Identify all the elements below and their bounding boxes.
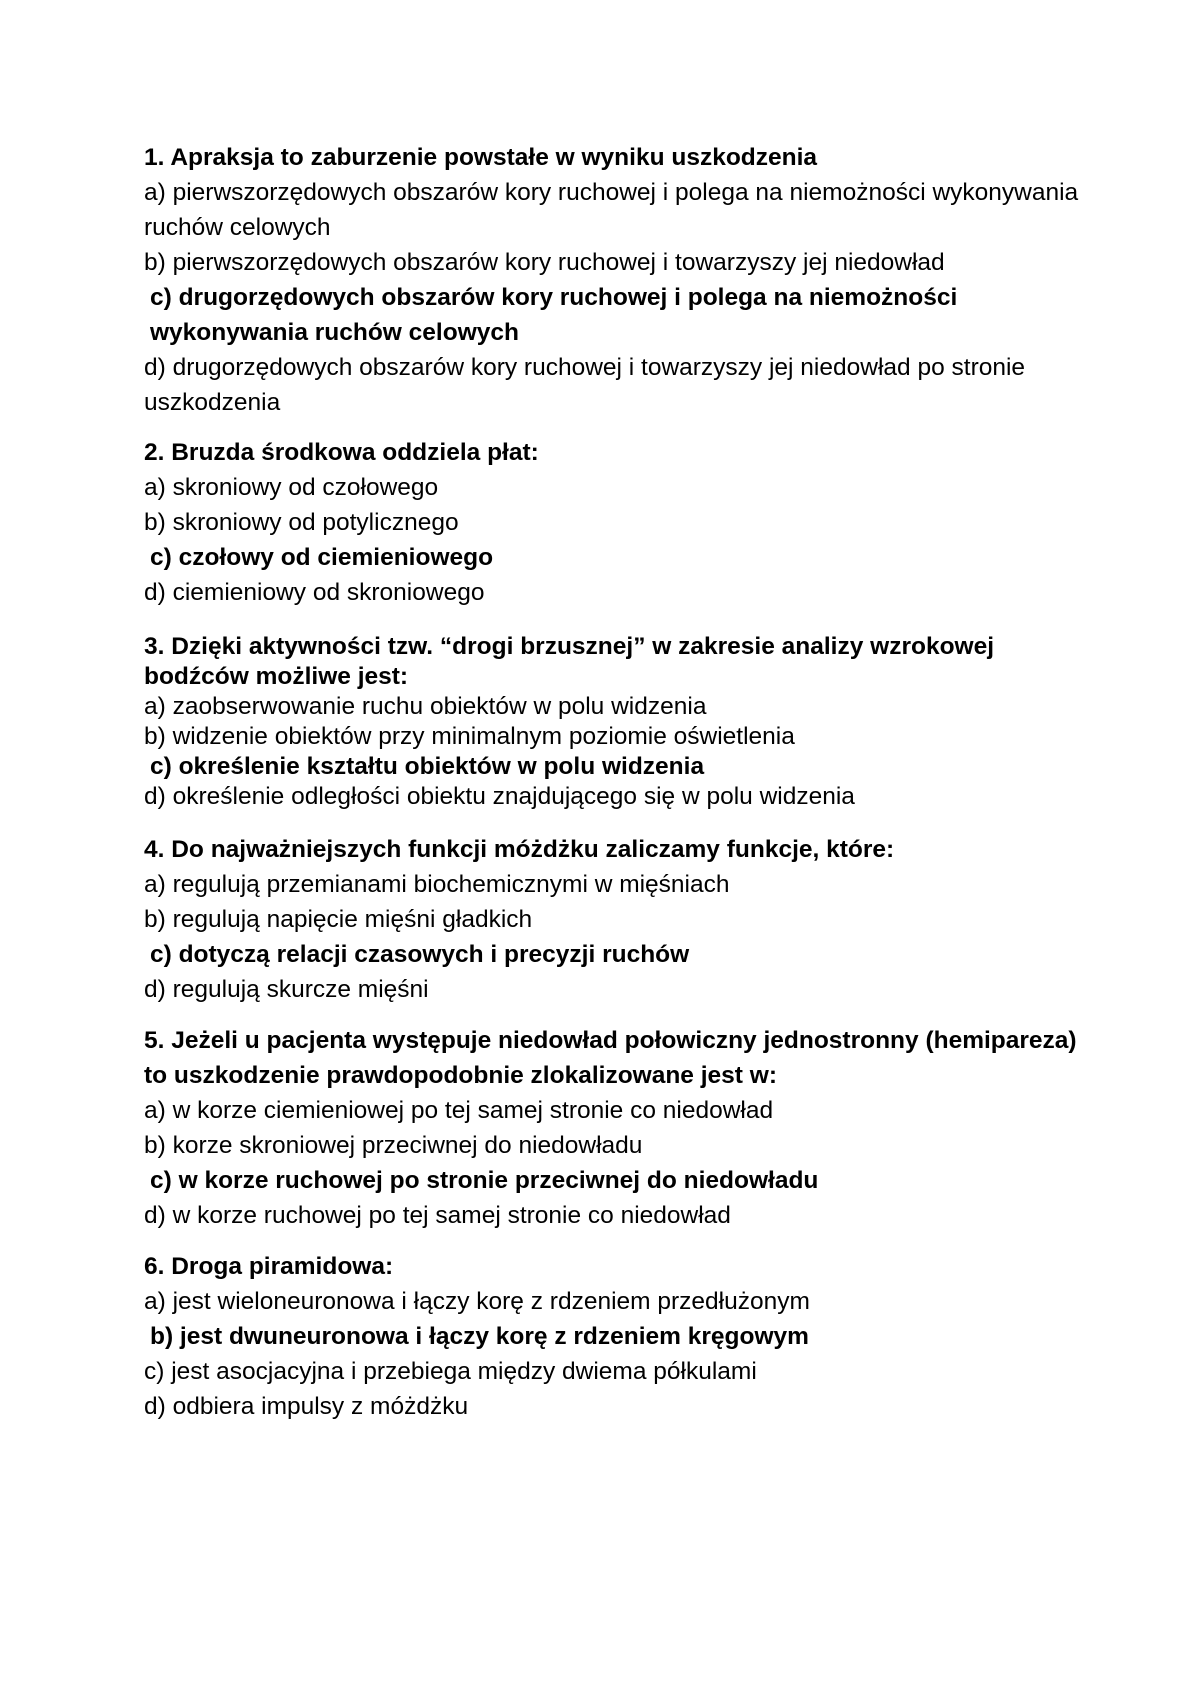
question-6 [144, 1249, 1084, 1424]
answer-a: a) jest wieloneuronowa i łączy korę z rdzeniem przedłużonym [144, 1288, 810, 1315]
answer-c: c) jest asocjacyjna i przebiega między dwiema półkulami [144, 1358, 757, 1385]
answer-a: a) regulują przemianami biochemicznymi w mięśniach [144, 871, 730, 898]
question-title: 3. Dzięki aktywności tzw. “drogi brzusznej” w zakresie analizy wzrokowej bodźców możliwe jest: [144, 633, 995, 690]
answer-c-correct: c) drugorzędowych obszarów kory ruchowej i polega na niemożności wykonywania ruchów celowych [150, 284, 958, 346]
answer-d: d) drugorzędowych obszarów kory ruchowej i towarzyszy jej niedowład po stronie uszkodzenia [144, 354, 1026, 416]
answer-b: b) korze skroniowej przeciwnej do niedowładu [144, 1132, 643, 1159]
answer-b: b) regulują napięcie mięśni gładkich [144, 906, 533, 933]
question-title: 2. Bruzda środkowa oddziela płat: [144, 439, 539, 466]
question-title: 6. Droga piramidowa: [144, 1253, 394, 1280]
answer-a: a) skroniowy od czołowego [144, 474, 439, 501]
answer-d: d) w korze ruchowej po tej samej stronie co niedowład [144, 1202, 731, 1229]
answer-d: d) określenie odległości obiektu znajdującego się w polu widzenia [144, 783, 855, 810]
question-title: 5. Jeżeli u pacjenta występuje niedowład połowiczny jednostronny (hemipareza) to uszkodzenie prawdopodobnie zlokalizowane jest w: [144, 1027, 1077, 1089]
answer-c-correct: c) określenie kształtu obiektów w polu widzenia [150, 753, 705, 780]
answer-b: b) pierwszorzędowych obszarów kory ruchowej i towarzyszy jej niedowład [144, 249, 945, 276]
question-3 [144, 632, 1084, 812]
answer-c-correct: c) dotyczą relacji czasowych i precyzji ruchów [150, 941, 690, 968]
question-2 [144, 435, 1084, 610]
question-1 [144, 140, 1084, 420]
answer-b-correct: b) jest dwuneuronowa i łączy korę z rdzeniem kręgowym [150, 1323, 809, 1350]
question-4 [144, 832, 1084, 1007]
answer-b: b) widzenie obiektów przy minimalnym poziomie oświetlenia [144, 723, 795, 750]
question-title: 1. Apraksja to zaburzenie powstałe w wyniku uszkodzenia [144, 144, 818, 171]
answer-a: a) zaobserwowanie ruchu obiektów w polu widzenia [144, 693, 707, 720]
answer-d: d) regulują skurcze mięśni [144, 976, 429, 1003]
answer-c-correct: c) czołowy od ciemieniowego [150, 544, 494, 571]
document-page [144, 140, 1084, 1424]
answer-b: b) skroniowy od potylicznego [144, 509, 459, 536]
answer-d: d) ciemieniowy od skroniowego [144, 579, 485, 606]
answer-d: d) odbiera impulsy z móżdżku [144, 1393, 469, 1420]
question-title: 4. Do najważniejszych funkcji móżdżku zaliczamy funkcje, które: [144, 836, 895, 863]
answer-a: a) pierwszorzędowych obszarów kory ruchowej i polega na niemożności wykonywania ruchów celowych [144, 179, 1079, 241]
answer-a: a) w korze ciemieniowej po tej samej stronie co niedowład [144, 1097, 774, 1124]
answer-c-correct: c) w korze ruchowej po stronie przeciwnej do niedowładu [150, 1167, 819, 1194]
question-5 [144, 1023, 1084, 1233]
